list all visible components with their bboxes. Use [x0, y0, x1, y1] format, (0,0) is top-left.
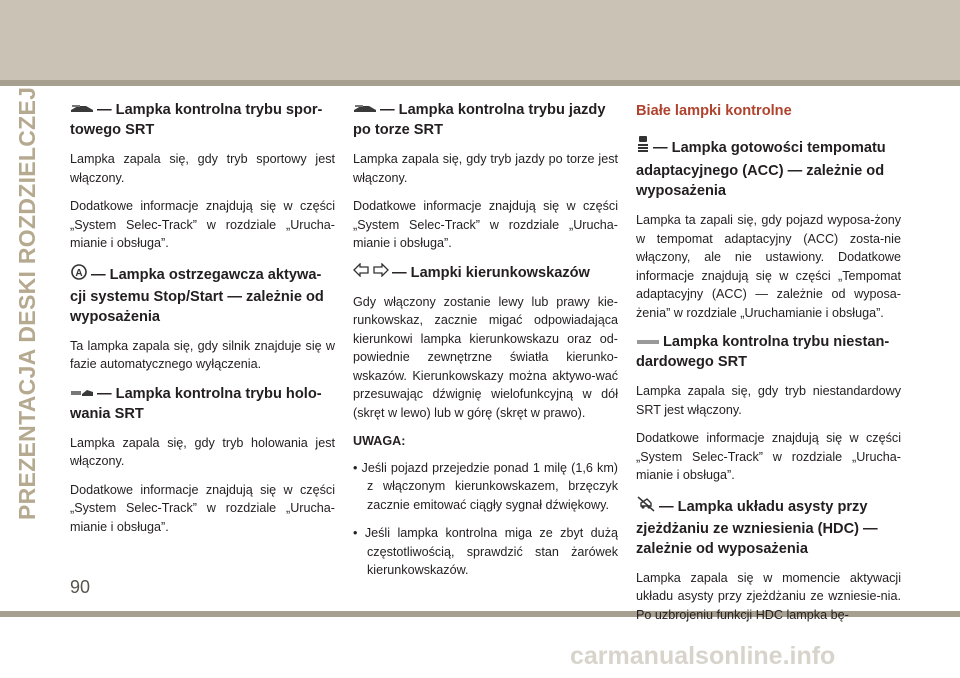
paragraph: Dodatkowe informacje znajdują się w części „System Selec-Track” w rozdziale „Urucha-mianie i obsługa”. [70, 199, 335, 251]
paragraph: Lampka zapala się w momencie aktywacji układu asysty przy zjeżdżaniu ze wzniesie-nia. Po uzbrojeniu funkcji HDC lampka bę- [636, 570, 901, 622]
header-band [0, 0, 960, 80]
column-1 [70, 100, 335, 546]
heading-acc-ready [636, 135, 901, 201]
paragraph: Lampka ta zapali się, gdy pojazd wyposa-żony w tempomat adaptacyjny (ACC) zosta-nie włączony, ale nie ustawiony. Dodatkowe informacje znajdują się w części „Tempomat adaptacyjny (ACC) — zależnie od wyposa-żenia” w rozdziale „Uruchamianie i obsługa”. [636, 213, 901, 320]
heading-text: — Lampka kontrolna trybu jazdy po torze SRT [353, 102, 606, 139]
paragraph: Gdy włączony zostanie lewy lub prawy kie-runkowskaz, zacznie migać odpowiadająca kierunkowi lampka kierunkowskazu oraz od-powiednie zewnętrzne światła kierunko-wskazów. Kierunkowskazy można aktywo-wać przesuwając dźwignię wielofunkcyjną w dół (skręt w lewo) lub w górę (skręt w prawo). [353, 294, 618, 420]
heading-text: — Lampka ostrzegawcza aktywa-cji systemu Stop/Start — zależnie od wyposażenia [70, 266, 324, 325]
column-3 [636, 100, 901, 634]
heading-hdc [636, 495, 901, 559]
srt-track-icon [353, 100, 377, 120]
paragraph: Lampka zapala się, gdy tryb sportowy jest włączony. [70, 152, 335, 185]
column-2 [353, 100, 618, 590]
chapter-side-title: PREZENTACJA DESKI ROZDZIELCZEJ [14, 86, 40, 520]
heading-text: — Lampka układu asysty przy zjeżdżaniu ze wzniesienia (HDC) — zależnie od wyposażenia [636, 498, 878, 557]
heading-stop-start [70, 263, 335, 327]
paragraph: Lampka zapala się, gdy tryb niestandardowy SRT jest włączony. [636, 384, 901, 417]
paragraph: Dodatkowe informacje znajdują się w części „System Selec-Track” w rozdziale „Urucha-mianie i obsługa”. [353, 199, 618, 251]
paragraph: Dodatkowe informacje znajdują się w części „System Selec-Track” w rozdziale „Urucha-mianie i obsługa”. [636, 431, 901, 483]
heading-text: Lampka kontrolna trybu niestan-dardowego SRT [636, 334, 890, 371]
page-number: 90 [70, 577, 91, 597]
heading-text: — Lampki kierunkowskazów [392, 264, 590, 281]
svg-text:A: A [75, 267, 83, 279]
heading-srt-track [353, 100, 618, 140]
paragraph: Ta lampka zapala się, gdy silnik znajduje się w fazie automatycznego wyłączenia. [70, 338, 335, 372]
srt-tow-icon [70, 384, 94, 404]
heading-text: — Lampka kontrolna trybu holo-wania SRT [70, 385, 322, 422]
heading-turn-signals [353, 263, 618, 283]
stop-start-icon [70, 263, 88, 287]
note-label: UWAGA: [353, 434, 406, 449]
header-stripe [0, 80, 960, 86]
heading-text: — Lampka gotowości tempomatu adaptacyjnego (ACC) — zależnie od wyposażenia [636, 139, 886, 199]
heading-text: — Lampka kontrolna trybu spor-towego SRT [70, 102, 323, 139]
list-item: • Jeśli lampka kontrolna miga ze zbyt dużą częstotliwością, sprawdzić stan żarówek kierunkowskazów. [353, 526, 618, 578]
watermark: carmanualsonline.info [570, 642, 836, 670]
hdc-icon [636, 495, 656, 519]
note-list [353, 459, 618, 580]
srt-sport-icon [70, 100, 94, 120]
turn-signal-icon [353, 263, 389, 283]
paragraph: Lampka zapala się, gdy tryb jazdy po torze jest włączony. [353, 152, 618, 185]
heading-srt-custom [636, 332, 901, 372]
section-title: Białe lampki kontrolne [636, 103, 792, 119]
paragraph: Dodatkowe informacje znajdują się w części „System Selec-Track” w rozdziale „Urucha-mianie i obsługa”. [70, 482, 335, 534]
heading-srt-tow [70, 384, 335, 424]
srt-custom-icon [636, 332, 660, 352]
list-item: • Jeśli pojazd przejedzie ponad 1 milę (1,6 km) z włączonym kierunkowskazem, brzęczyk zacznie emitować ciągły sygnał dźwiękowy. [353, 460, 618, 512]
acc-ready-icon [636, 135, 650, 161]
heading-srt-sport [70, 100, 335, 140]
paragraph: Lampka zapala się, gdy tryb holowania jest włączony. [70, 435, 335, 469]
